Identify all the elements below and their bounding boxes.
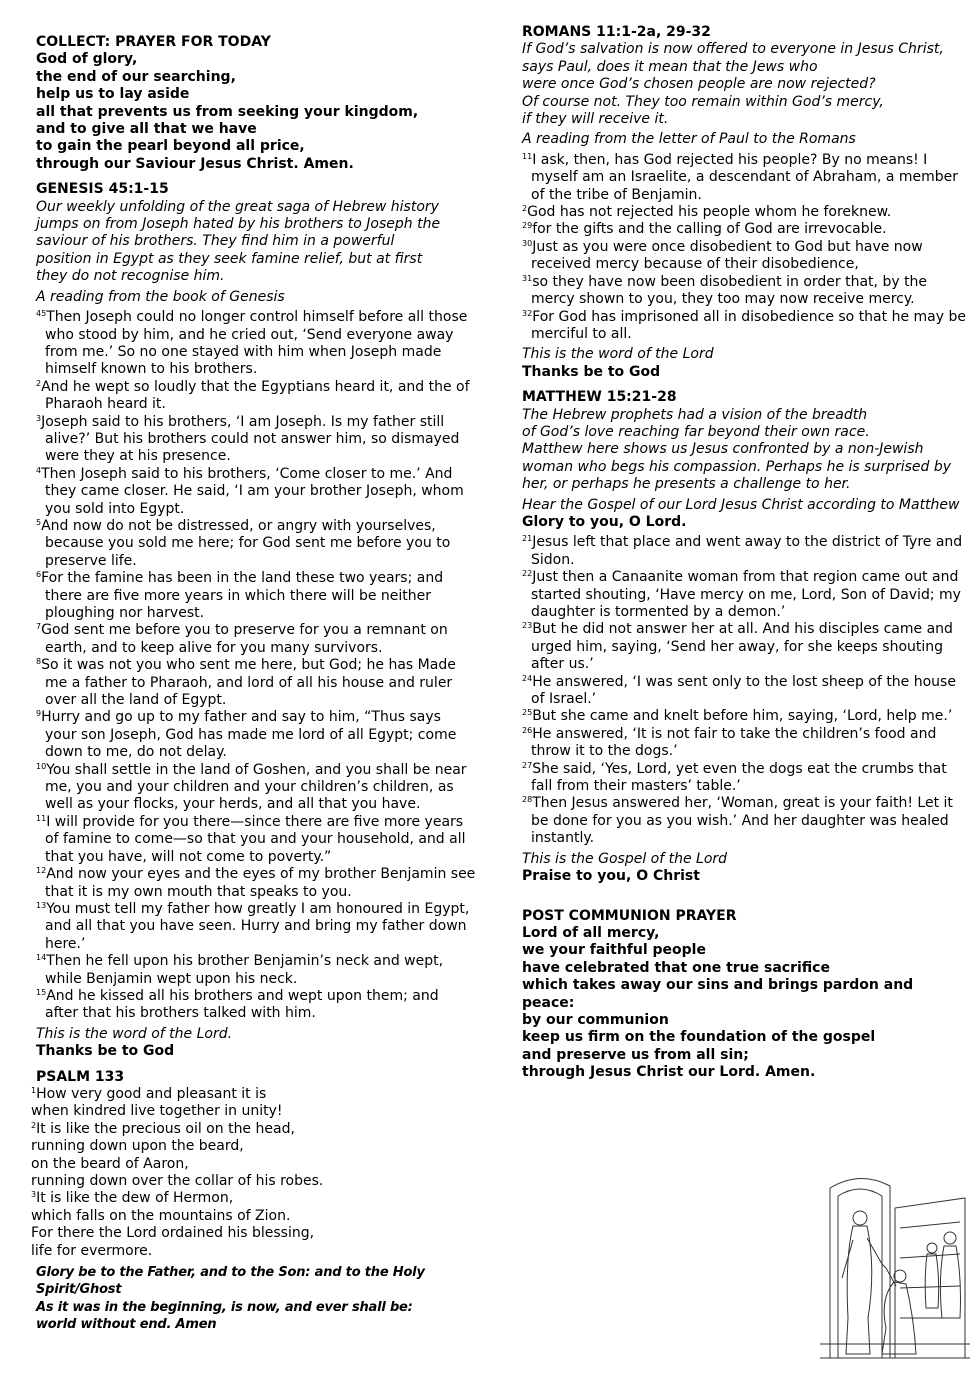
- verse-number: 11: [36, 813, 47, 823]
- verse-text: Then Joseph could no longer control himself before all those who stood by him, and he cried out, ‘Send everyone away from me.’ So no one stayed with him when Joseph made himself known to his brothers.: [45, 309, 468, 378]
- verse: [36, 866, 476, 901]
- verse-text: And he kissed all his brothers and wept upon them; and after that his brothers talked with him.: [45, 987, 439, 1022]
- verse-number: 23: [522, 621, 533, 631]
- verse-text: It is like the precious oil on the head,: [36, 1120, 295, 1137]
- verse-number: 1: [31, 1085, 37, 1095]
- verse-number: 28: [522, 795, 533, 805]
- intro-line: says Paul, does it mean that the Jews who: [522, 58, 818, 75]
- verse-number: 15: [36, 987, 47, 997]
- left-column: [31, 34, 476, 1334]
- verse: [36, 762, 476, 814]
- verse-text: I will provide for you there—since there are five more years of famine to come—so that you and your household, and all that you have, will not come to poverty.”: [45, 813, 466, 865]
- intro-line: Of course not. They too remain within God’s mercy,: [522, 93, 884, 110]
- matthew-verses: [522, 534, 967, 847]
- verse-number: 4: [36, 465, 42, 475]
- verse: [522, 726, 967, 761]
- verse-text: For God has imprisoned all in disobedience so that he may be merciful to all.: [531, 308, 966, 342]
- prayer-line: by our communion: [522, 1011, 669, 1028]
- verse: [36, 901, 476, 953]
- romans-intro: [522, 41, 967, 128]
- verse-number: 12: [36, 866, 47, 876]
- verse: [522, 309, 967, 344]
- verse-number: 27: [522, 760, 533, 770]
- prayer-line: through Jesus Christ our Lord. Amen.: [522, 1064, 816, 1081]
- verse: [36, 622, 476, 657]
- verse-text: How very good and pleasant it is: [36, 1085, 267, 1102]
- verse-text: And now do not be distressed, or angry with yourselves, because you sold me here; for God sent me before you to preserve life.: [41, 517, 451, 569]
- verse-number: 2: [522, 204, 528, 214]
- post-communion-prayer: [522, 925, 967, 1082]
- verse: [31, 1242, 476, 1260]
- right-column: [522, 24, 967, 1082]
- psalm-heading: PSALM 133: [36, 1068, 125, 1085]
- verse-text: Then he fell upon his brother Benjamin’s neck and wept, while Benjamin wept upon his neck.: [45, 953, 444, 987]
- verse: [31, 1155, 476, 1173]
- intro-line: jumps on from Joseph hated by his brothers to Joseph the: [36, 216, 441, 233]
- verse: [31, 1120, 476, 1138]
- verse: [31, 1103, 476, 1120]
- prayer-line: God of glory,: [36, 51, 138, 68]
- verse-text: You must tell my father how greatly I am honoured in Egypt, and all that you have seen. Hurry and bring my father down here.’: [45, 900, 470, 952]
- verse: [31, 1138, 476, 1155]
- prayer-line: and preserve us from all sin;: [522, 1046, 749, 1063]
- collect-heading: COLLECT: PRAYER FOR TODAY: [36, 34, 271, 50]
- verse: [522, 221, 967, 238]
- verse-number: 11: [522, 151, 533, 161]
- verse-number: 2: [36, 378, 42, 388]
- verse-number: 6: [36, 570, 42, 580]
- romans-heading: ROMANS 11:1-2a, 29-32: [522, 24, 711, 40]
- verse-number: 22: [522, 569, 533, 579]
- romans-reading-intro: A reading from the letter of Paul to the Romans: [522, 131, 856, 148]
- prayer-line: through our Saviour Jesus Christ. Amen.: [36, 155, 354, 172]
- genesis-verses: [36, 309, 476, 1023]
- verse: [36, 379, 476, 414]
- verse-text: She said, ‘Yes, Lord, yet even the dogs eat the crumbs that fall from their masters’ table.’: [531, 760, 947, 795]
- verse-text: life for evermore.: [31, 1242, 153, 1259]
- verse-number: 7: [36, 622, 42, 632]
- verse: [36, 570, 476, 622]
- verse: [31, 1085, 476, 1103]
- intro-line: were once God’s chosen people are now rejected?: [522, 76, 876, 93]
- verse-number: 24: [522, 673, 533, 683]
- verse: [522, 621, 967, 673]
- genesis-response: Thanks be to God: [36, 1043, 175, 1060]
- verse: [36, 309, 476, 379]
- verse-text: on the beard of Aaron,: [31, 1155, 189, 1172]
- verse: [522, 152, 967, 204]
- verse-text: for the gifts and the calling of God are irrevocable.: [532, 221, 887, 238]
- genesis-reading-intro: A reading from the book of Genesis: [36, 288, 285, 305]
- verse: [36, 709, 476, 761]
- matthew-response: Praise to you, O Christ: [522, 868, 700, 885]
- verse-text: running down over the collar of his robes.: [31, 1173, 324, 1189]
- intro-line: her, or perhaps he presents a challenge to her.: [522, 476, 851, 493]
- verse-number: 10: [36, 761, 47, 771]
- intro-line: saviour of his brothers. They find him in a powerful: [36, 233, 395, 250]
- verse-number: 45: [36, 309, 47, 319]
- verse-text: so they have now been disobedient in order that, by the mercy shown to you, they too may now receive mercy.: [531, 273, 928, 308]
- matthew-closing: This is the Gospel of the Lord: [522, 850, 728, 867]
- verse-number: 25: [522, 708, 533, 718]
- verse: [522, 569, 967, 621]
- verse-number: 13: [36, 900, 47, 910]
- gloria: [36, 1264, 476, 1334]
- verse: [522, 761, 967, 796]
- prayer-line: to gain the pearl beyond all price,: [36, 138, 305, 155]
- verse-text: God has not rejected his people whom he foreknew.: [527, 204, 892, 221]
- verse: [522, 274, 967, 309]
- verse: [522, 204, 967, 221]
- prayer-line: and to give all that we have: [36, 121, 257, 138]
- verse-text: But she came and knelt before him, saying, ‘Lord, help me.’: [532, 708, 953, 725]
- verse-text: And now your eyes and the eyes of my brother Benjamin see that it is my own mouth that speaks to you.: [45, 866, 476, 900]
- prayer-line: all that prevents us from seeking your kingdom,: [36, 103, 419, 120]
- verse-text: which falls on the mountains of Zion.: [31, 1207, 291, 1224]
- jesus-and-canaanite-woman-illustration: [820, 1168, 970, 1360]
- prayer-line: Lord of all mercy,: [522, 924, 660, 941]
- verse-text: Then Joseph said to his brothers, ‘Come closer to me.’ And they came closer. He said, ‘I am your brother Joseph, whom you sold into Egypt.: [41, 465, 464, 517]
- verse-text: Then Jesus answered her, ‘Woman, great is your faith! Let it be done for you as you wish.’ And her daughter was healed instantly.: [531, 795, 953, 847]
- verse-text: He answered, ‘I was sent only to the lost sheep of the house of Israel.’: [531, 673, 956, 708]
- intro-line: The Hebrew prophets had a vision of the breadth: [522, 406, 868, 423]
- intro-line: If God’s salvation is now offered to everyone in Jesus Christ,: [522, 41, 944, 58]
- verse-number: 3: [31, 1190, 37, 1200]
- verse-text: Joseph said to his brothers, ‘I am Joseph. Is my father still alive?’ But his brothers could not answer him, so dismayed were they at his presence.: [41, 413, 460, 465]
- romans-verses: [522, 152, 967, 343]
- verse: [522, 708, 967, 725]
- verse-text: Just then a Canaanite woman from that region came out and started shouting, ‘Have mercy on me, Lord, Son of David; my daughter is tormented by a demon.’: [531, 569, 961, 620]
- verse-text: And he wept so loudly that the Egyptians heard it, and the of Pharaoh heard it.: [41, 378, 470, 413]
- verse-text: when kindred live together in unity!: [31, 1103, 283, 1120]
- verse-number: 30: [522, 238, 533, 248]
- verse: [36, 953, 476, 988]
- verse-number: 5: [36, 517, 42, 527]
- romans-closing: This is the word of the Lord: [522, 346, 714, 363]
- verse-text: God sent me before you to preserve for you a remnant on earth, and to keep alive for you many survivors.: [41, 622, 448, 656]
- intro-line: Our weekly unfolding of the great saga of Hebrew history: [36, 198, 439, 215]
- verse-number: 21: [522, 534, 533, 544]
- verse: [36, 518, 476, 570]
- verse: [522, 534, 967, 569]
- genesis-heading: GENESIS 45:1-15: [36, 181, 169, 198]
- verse-text: So it was not you who sent me here, but God; he has Made me a father to Pharaoh, and lord of all his house and ruler over all the land of Egypt.: [41, 657, 456, 709]
- intro-line: they do not recognise him.: [36, 268, 225, 285]
- psalm-verses: [31, 1085, 476, 1260]
- verse: [31, 1207, 476, 1225]
- verse: [522, 674, 967, 709]
- post-communion-heading: POST COMMUNION PRAYER: [522, 907, 737, 924]
- intro-line: position in Egypt as they seek famine relief, but at first: [36, 250, 423, 267]
- verse-text: For the famine has been in the land these two years; and there are five more years in which there will be neither ploughing nor harvest.: [41, 570, 444, 621]
- verse-text: Hurry and go up to my father and say to him, “Thus says your son Joseph, God has made me lord of all Egypt; come down to me, do not delay.: [41, 709, 457, 761]
- verse: [31, 1225, 476, 1242]
- verse-text: For there the Lord ordained his blessing,: [31, 1225, 315, 1242]
- verse-number: 8: [36, 657, 42, 667]
- verse-text: You shall settle in the land of Goshen, and you shall be near me, you and your children and your children’s children, as well as your flocks, your herds, and all that you have.: [45, 761, 467, 813]
- matthew-acclamation: Glory to you, O Lord.: [522, 513, 687, 530]
- romans-response: Thanks be to God: [522, 363, 661, 380]
- verse-number: 9: [36, 709, 42, 719]
- prayer-line: help us to lay aside: [36, 86, 190, 103]
- verse: [31, 1173, 476, 1190]
- matthew-heading: MATTHEW 15:21-28: [522, 389, 677, 406]
- gloria-line: world without end. Amen: [36, 1317, 217, 1333]
- verse-number: 29: [522, 221, 533, 231]
- prayer-line: keep us firm on the foundation of the gospel: [522, 1029, 876, 1046]
- verse-text: But he did not answer her at all. And his disciples came and urged him, saying, ‘Send her away, for she keeps shouting after us.’: [531, 621, 953, 673]
- verse-number: 32: [522, 308, 533, 318]
- intro-line: woman who begs his compassion. Perhaps he is surprised by: [522, 458, 952, 475]
- matthew-intro: [522, 407, 967, 494]
- gloria-line: As it was in the beginning, is now, and ever shall be:: [36, 1299, 413, 1315]
- prayer-line: we your faithful people: [522, 942, 706, 959]
- collect-prayer: [36, 51, 476, 173]
- verse-number: 26: [522, 725, 533, 735]
- prayer-line: the end of our searching,: [36, 68, 236, 85]
- verse: [36, 466, 476, 518]
- intro-line: of God’s love reaching far beyond their own race.: [522, 423, 870, 440]
- verse: [36, 988, 476, 1023]
- prayer-line: which takes away our sins and brings pardon and peace:: [522, 977, 914, 1011]
- verse-text: Jesus left that place and went away to the district of Tyre and Sidon.: [531, 534, 963, 568]
- gloria-line: Glory be to the Father, and to the Son: and to the Holy Spirit/Ghost: [36, 1265, 425, 1298]
- verse-number: 14: [36, 953, 47, 963]
- verse-number: 2: [31, 1120, 37, 1130]
- verse-text: It is like the dew of Hermon,: [36, 1190, 234, 1207]
- verse-text: I ask, then, has God rejected his people? By no means! I myself am an Israelite, a descendant of Abraham, a member of the tribe of Benjamin.: [531, 151, 959, 203]
- genesis-closing: This is the word of the Lord.: [36, 1025, 233, 1042]
- verse-number: 31: [522, 273, 533, 283]
- verse: [522, 795, 967, 847]
- verse-number: 3: [36, 413, 42, 423]
- verse-text: running down upon the beard,: [31, 1138, 244, 1155]
- intro-line: Matthew here shows us Jesus confronted by a non-Jewish: [522, 441, 924, 458]
- verse: [36, 814, 476, 866]
- genesis-intro: [36, 199, 476, 286]
- verse: [36, 657, 476, 709]
- verse: [36, 414, 476, 466]
- matthew-reading-intro: Hear the Gospel of our Lord Jesus Christ according to Matthew: [522, 496, 960, 513]
- prayer-line: have celebrated that one true sacrifice: [522, 959, 830, 976]
- verse-text: Just as you were once disobedient to God but have now received mercy because of their disobedience,: [531, 238, 923, 273]
- verse: [522, 239, 967, 274]
- intro-line: if they will receive it.: [522, 111, 669, 128]
- verse-text: He answered, ‘It is not fair to take the children’s food and throw it to the dogs.’: [531, 725, 937, 760]
- verse: [31, 1190, 476, 1207]
